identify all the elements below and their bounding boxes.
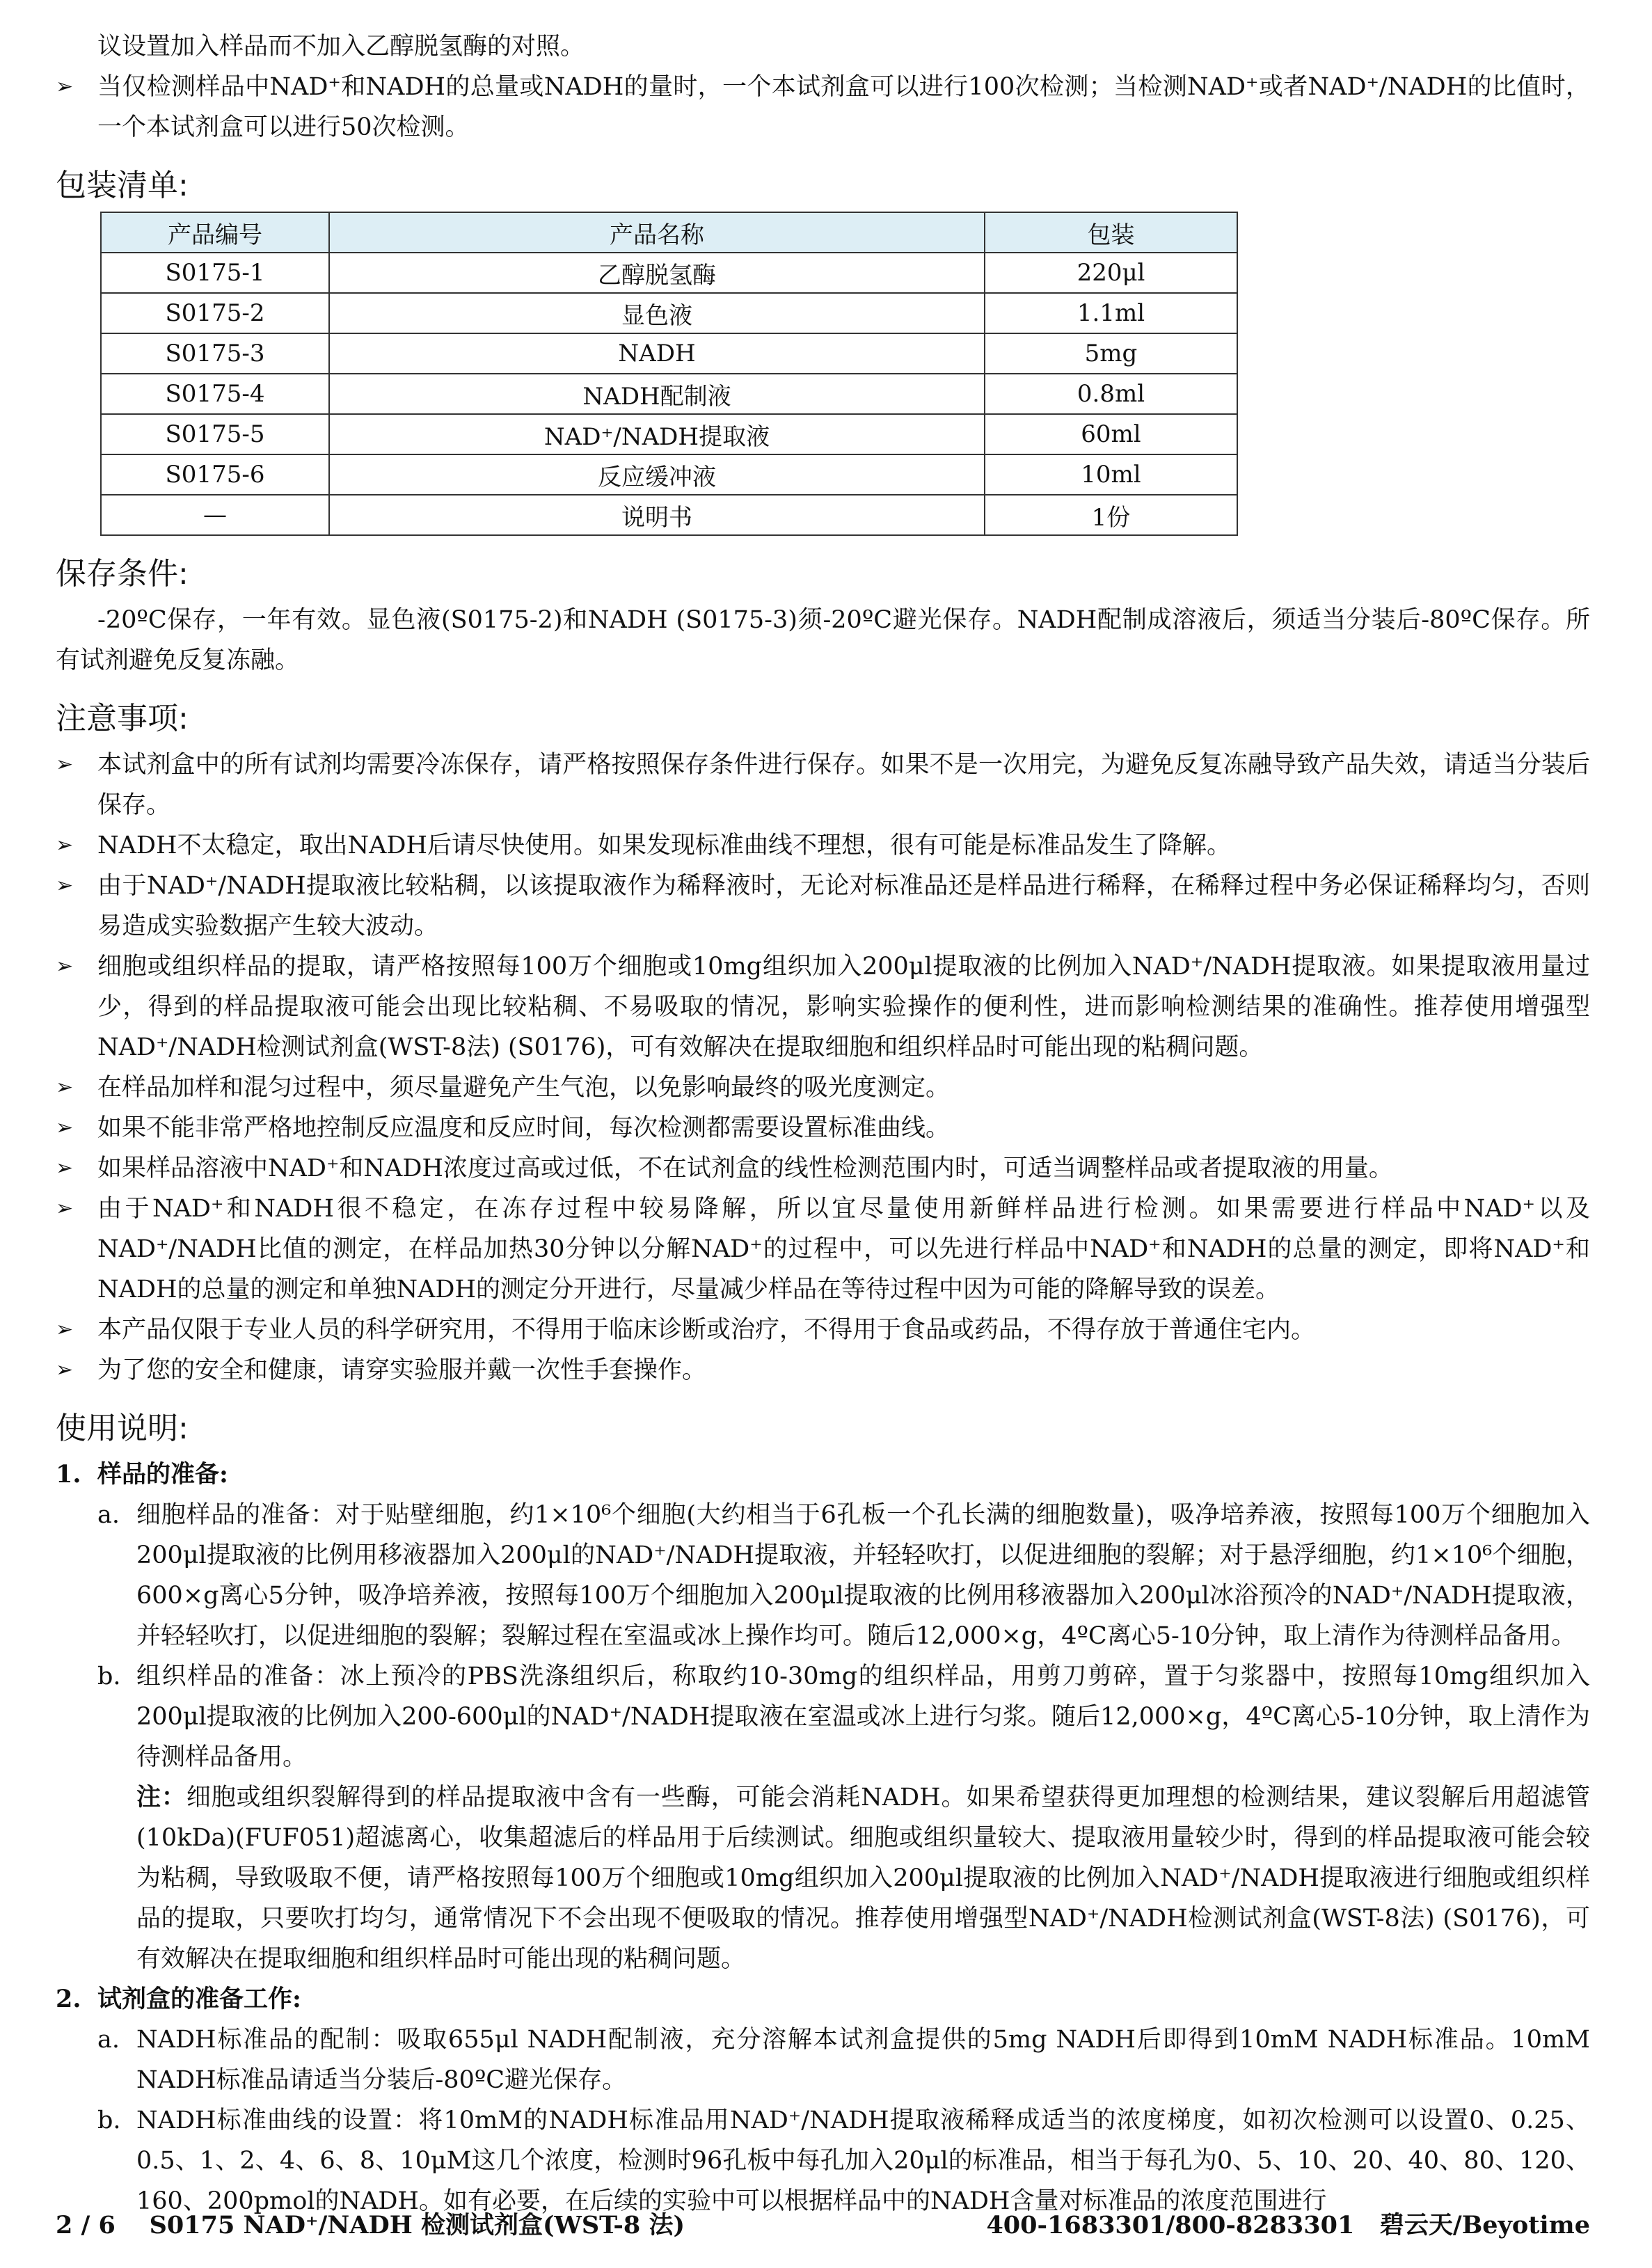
step-2-title [56, 1979, 1590, 2020]
sub-text: NADH标准品的配制：吸取655μl NADH配制液，充分溶解本试剂盒提供的5mg NADH后即得到10mM NADH标准品。10mM NADH标准品请适当分装后-80ºC避光保存。 [136, 2026, 1590, 2094]
bullet-item [56, 67, 1590, 148]
table-row [101, 454, 1237, 495]
usage-heading: 使用说明: [56, 1411, 189, 1446]
arrowhead-bullet-icon: ➢ [56, 1358, 74, 1382]
column-header: 包装 [985, 212, 1237, 253]
table-cell: NADH [329, 333, 985, 374]
table-cell: S0175-2 [101, 293, 329, 333]
sub-label: a. [97, 1501, 120, 1529]
packing-table [100, 212, 1238, 536]
table-row [101, 333, 1237, 374]
sub-text: 细胞样品的准备：对于贴壁细胞，约1×10⁶个细胞(大约相当于6孔板一个孔长满的细胞数量)，吸净培养液，按照每100万个细胞加入200μl提取液的比例用移液器加入200μl的NAD⁺/NADH提取液，并轻轻吹打，以促进细胞的裂解；对于悬浮细胞，约1×10⁶个细胞，600×g离心5分钟，吸净培养液，按照每100万个细胞加入200μl提取液的比例用移液器加入200μl冰浴预冷的NAD⁺/NADH提取液，并轻轻吹打，以促进细胞的裂解；裂解过程在室温或冰上操作均可。随后12,000×g，4ºC离心5-10分钟，取上清作为待测样品备用。 [136, 1501, 1590, 1650]
sub-label: b. [97, 2107, 121, 2134]
bullet-text: 当仅检测样品中NAD⁺和NADH的总量或NADH的量时，一个本试剂盒可以进行100次检测；当检测NAD⁺或者NAD⁺/NADH的比值时，一个本试剂盒可以进行50次检测。 [97, 73, 1590, 141]
table-cell: 0.8ml [985, 374, 1237, 414]
note-text: 细胞或组织裂解得到的样品提取液中含有一些酶，可能会消耗NADH。如果希望获得更加理想的检测结果，建议裂解后用超滤管(10kDa)(FUF051)超滤离心，收集超滤后的样品用于后续测试。细胞或组织量较大、提取液用量较少时，得到的样品提取液可能会较为粘稠，导致吸取不便，请严格按照每100万个细胞或10mg组织加入200μl提取液的比例加入NAD⁺/NADH提取液进行细胞或组织样品的提取，只要吹打均匀，通常情况下不会出现不便吸取的情况。推荐使用增强型NAD⁺/NADH检测试剂盒(WST-8法) (S0176)，可有效解决在提取细胞和组织样品时可能出现的粘稠问题。 [136, 1784, 1590, 1973]
note-text: 在样品加样和混匀过程中，须尽量避免产生气泡，以免影响最终的吸光度测定。 [97, 1074, 951, 1102]
arrowhead-bullet-icon: ➢ [56, 1075, 74, 1100]
arrowhead-bullet-icon: ➢ [56, 1156, 74, 1180]
step-title: 试剂盒的准备工作: [97, 1985, 301, 2013]
arrowhead-bullet-icon: ➢ [56, 752, 74, 777]
sub-label: a. [97, 2026, 120, 2054]
table-cell: S0175-3 [101, 333, 329, 374]
note-item [56, 946, 1590, 1068]
note-item [56, 1068, 1590, 1108]
step-1-note [56, 1777, 1590, 1979]
table-cell: 1份 [985, 495, 1237, 535]
table-cell: 显色液 [329, 293, 985, 333]
note-text: 细胞或组织样品的提取，请严格按照每100万个细胞或10mg组织加入200μl提取液的比例加入NAD⁺/NADH提取液。如果提取液用量过少，得到的样品提取液可能会出现比较粘稠、不易吸取的情况，影响实验操作的便利性，进而影响检测结果的准确性。推荐使用增强型NAD⁺/NADH检测试剂盒(WST-8法) (S0176)，可有效解决在提取细胞和组织样品时可能出现的粘稠问题。 [97, 953, 1590, 1061]
arrowhead-bullet-icon: ➢ [56, 74, 74, 99]
table-cell: 反应缓冲液 [329, 454, 985, 495]
table-row [101, 495, 1237, 535]
table-cell: S0175-5 [101, 414, 329, 454]
footer-left [56, 2206, 685, 2241]
table-row [101, 293, 1237, 333]
note-item [56, 1350, 1590, 1390]
notes-heading: 注意事项: [56, 701, 189, 736]
storage-heading: 保存条件: [56, 556, 189, 592]
note-label: 注： [136, 1783, 186, 1811]
note-item [56, 825, 1590, 866]
note-item [56, 866, 1590, 946]
intro-continuation: 议设置加入样品而不加入乙醇脱氢酶的对照。 [97, 33, 585, 61]
footer-title: S0175 NAD⁺/NADH 检测试剂盒(WST-8 法) [149, 2211, 685, 2239]
footer-right [986, 2206, 1590, 2241]
table-header-row [101, 212, 1237, 253]
page-footer [56, 2206, 1590, 2241]
sub-text: 组织样品的准备：冰上预冷的PBS洗涤组织后，称取约10-30mg的组织样品，用剪刀剪碎，置于匀浆器中，按照每10mg组织加入200μl提取液的比例加入200-600μl的NAD⁺/NADH提取液在室温或冰上进行匀浆。随后12,000×g，4ºC离心5-10分钟，取上清作为待测样品备用。 [136, 1663, 1590, 1771]
step-1a [56, 1495, 1590, 1656]
table-cell: NADH配制液 [329, 374, 985, 414]
note-text: 由于NAD⁺和NADH很不稳定，在冻存过程中较易降解，所以宜尽量使用新鲜样品进行检测。如果需要进行样品中NAD⁺以及NAD⁺/NADH比值的测定，在样品加热30分钟以分解NAD⁺的过程中，可以先进行样品中NAD⁺和NADH的总量的测定，即将NAD⁺和NADH的总量的测定和单独NADH的测定分开进行，尽量减少样品在等待过程中因为可能的降解导致的误差。 [97, 1195, 1590, 1303]
table-cell: S0175-4 [101, 374, 329, 414]
table-cell: NAD⁺/NADH提取液 [329, 414, 985, 454]
arrowhead-bullet-icon: ➢ [56, 1196, 74, 1221]
packing-heading: 包装清单: [56, 168, 189, 203]
step-2a [56, 2020, 1590, 2100]
column-header: 产品编号 [101, 212, 329, 253]
table-cell: S0175-6 [101, 454, 329, 495]
note-text: NADH不太稳定，取出NADH后请尽快使用。如果发现标准曲线不理想，很有可能是标准品发生了降解。 [97, 832, 1231, 859]
note-item [56, 1189, 1590, 1310]
table-cell: 60ml [985, 414, 1237, 454]
storage-text: -20ºC保存，一年有效。显色液(S0175-2)和NADH (S0175-3)须-20ºC避光保存。NADH配制成溶液后，须适当分装后-80ºC保存。所有试剂避免反复冻融。 [56, 606, 1590, 674]
note-text: 本试剂盒中的所有试剂均需要冷冻保存，请严格按照保存条件进行保存。如果不是一次用完，为避免反复冻融导致产品失效，请适当分装后保存。 [97, 751, 1590, 819]
note-item [56, 745, 1590, 825]
note-text: 如果不能非常严格地控制反应温度和反应时间，每次检测都需要设置标准曲线。 [97, 1114, 951, 1142]
step-1b [56, 1656, 1590, 1777]
table-row [101, 374, 1237, 414]
sub-label: b. [97, 1663, 121, 1690]
table-cell: 220μl [985, 253, 1237, 293]
column-header: 产品名称 [329, 212, 985, 253]
footer-contact: 400-1683301/800-8283301 [986, 2211, 1355, 2239]
document-page [56, 26, 1590, 2221]
step-1-title [56, 1454, 1590, 1495]
note-text: 如果样品溶液中NAD⁺和NADH浓度过高或过低，不在试剂盒的线性检测范围内时，可适当调整样品或者提取液的用量。 [97, 1155, 1393, 1182]
table-cell: 说明书 [329, 495, 985, 535]
arrowhead-bullet-icon: ➢ [56, 1317, 74, 1342]
footer-brand: 碧云天/Beyotime [1379, 2211, 1590, 2239]
table-cell: 5mg [985, 333, 1237, 374]
note-item [56, 1310, 1590, 1350]
note-text: 为了您的安全和健康，请穿实验服并戴一次性手套操作。 [97, 1356, 707, 1384]
table-cell: 10ml [985, 454, 1237, 495]
page-number: 2 / 6 [56, 2211, 116, 2239]
note-text: 本产品仅限于专业人员的科学研究用，不得用于临床诊断或治疗，不得用于食品或药品，不得存放于普通住宅内。 [97, 1316, 1316, 1344]
table-cell: 乙醇脱氢酶 [329, 253, 985, 293]
step-number: 1. [56, 1460, 81, 1489]
arrowhead-bullet-icon: ➢ [56, 873, 74, 898]
notes-list [56, 745, 1590, 1390]
table-cell: — [101, 495, 329, 535]
arrowhead-bullet-icon: ➢ [56, 954, 74, 978]
table-cell: 1.1ml [985, 293, 1237, 333]
note-item [56, 1108, 1590, 1148]
sub-text: NADH标准曲线的设置：将10mM的NADH标准品用NAD⁺/NADH提取液稀释成适当的浓度梯度，如初次检测可以设置0、0.25、0.5、1、2、4、6、8、10μM这几个浓度，检测时96孔板中每孔加入20μl的标准品，相当于每孔为0、5、10、20、40、80、120、160、200pmol的NADH。如有必要，在后续的实验中可以根据样品中的NADH含量对标准品的浓度范围进行 [136, 2107, 1590, 2215]
step-2b [56, 2100, 1590, 2221]
table-row [101, 414, 1237, 454]
table-row [101, 253, 1237, 293]
arrowhead-bullet-icon: ➢ [56, 1116, 74, 1140]
note-item [56, 1148, 1590, 1189]
arrowhead-bullet-icon: ➢ [56, 833, 74, 857]
step-number: 2. [56, 1985, 81, 2013]
step-title: 样品的准备: [97, 1460, 228, 1489]
table-cell: S0175-1 [101, 253, 329, 293]
note-text: 由于NAD⁺/NADH提取液比较粘稠，以该提取液作为稀释液时，无论对标准品还是样品进行稀释，在稀释过程中务必保证稀释均匀，否则易造成实验数据产生较大波动。 [97, 872, 1590, 940]
